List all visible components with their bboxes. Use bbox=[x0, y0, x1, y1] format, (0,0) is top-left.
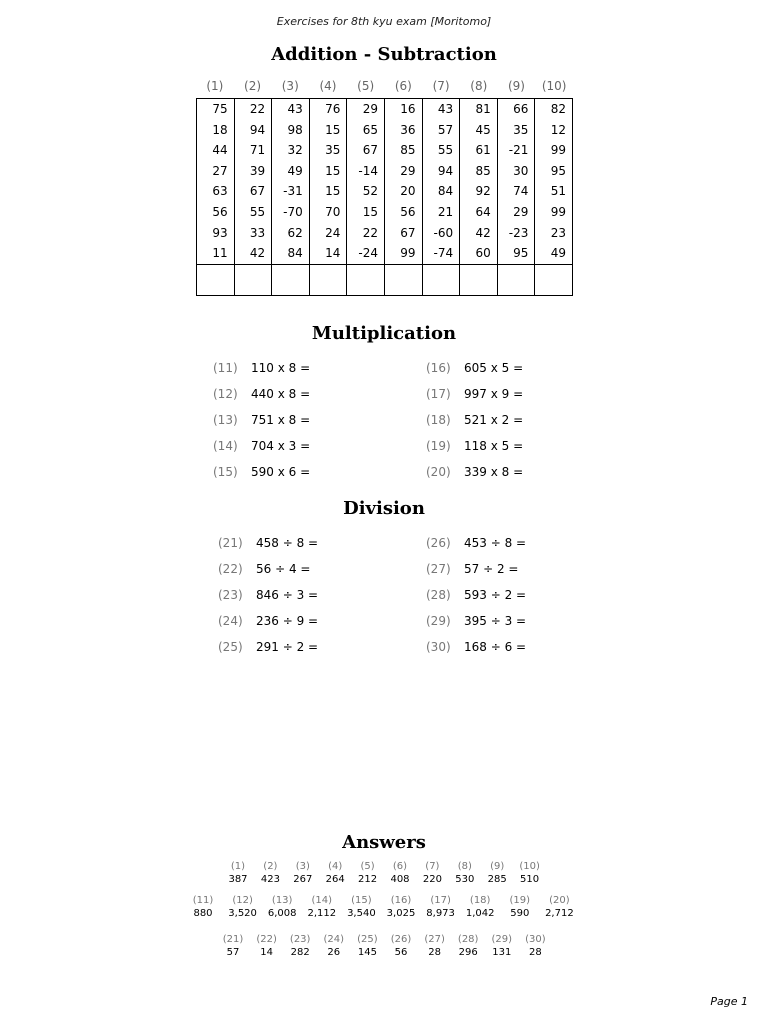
table-cell: 24 bbox=[309, 223, 347, 244]
table-cell: 49 bbox=[272, 161, 310, 182]
problem-expression: 458 ÷ 8 = bbox=[256, 536, 319, 550]
table-cell: 23 bbox=[535, 223, 573, 244]
division-problem bbox=[218, 588, 318, 602]
answer-number: (30) bbox=[525, 934, 546, 945]
answer-cell[interactable] bbox=[422, 264, 460, 295]
table-cell: 43 bbox=[272, 99, 310, 120]
answer-item bbox=[387, 894, 416, 920]
answer-item bbox=[391, 933, 412, 959]
answer-value: 212 bbox=[358, 874, 378, 885]
division-problem bbox=[218, 562, 310, 576]
table-cell: 29 bbox=[497, 202, 535, 223]
table-cell: 56 bbox=[384, 202, 422, 223]
answer-number: (16) bbox=[390, 895, 412, 906]
section-title-multiplication: Multiplication bbox=[311, 323, 457, 344]
answer-value: 264 bbox=[325, 874, 345, 885]
answer-number: (5) bbox=[360, 861, 375, 872]
table-cell: 14 bbox=[309, 243, 347, 264]
table-cell: 15 bbox=[309, 161, 347, 182]
column-label: (9) bbox=[507, 79, 525, 93]
table-cell: 65 bbox=[347, 120, 385, 141]
table-cell: 18 bbox=[197, 120, 235, 141]
table-cell: 29 bbox=[347, 99, 385, 120]
answer-value: 530 bbox=[455, 874, 475, 885]
problem-expression: 997 x 9 = bbox=[464, 387, 524, 401]
answer-item bbox=[455, 860, 474, 886]
table-cell: 44 bbox=[197, 140, 235, 161]
section-title-division: Division bbox=[343, 498, 425, 519]
table-cell: -70 bbox=[272, 202, 310, 223]
problem-expression: 704 x 3 = bbox=[251, 439, 311, 453]
answer-number: (29) bbox=[491, 934, 513, 945]
table-cell: 66 bbox=[497, 99, 535, 120]
answer-item bbox=[458, 933, 479, 959]
answers-row bbox=[0, 860, 768, 890]
table-cell: 56 bbox=[197, 202, 235, 223]
answer-item bbox=[423, 860, 442, 886]
table-cell: 67 bbox=[234, 181, 272, 202]
table-cell: 32 bbox=[272, 140, 310, 161]
addition-column-labels bbox=[196, 79, 573, 93]
answer-number: (24) bbox=[323, 934, 345, 945]
answer-cell[interactable] bbox=[347, 264, 385, 295]
problem-number: (23) bbox=[218, 588, 243, 602]
table-cell: 74 bbox=[497, 181, 535, 202]
answer-number: (10) bbox=[519, 861, 540, 872]
answer-cell[interactable] bbox=[234, 264, 272, 295]
table-cell: 60 bbox=[460, 243, 498, 264]
problem-expression: 590 x 6 = bbox=[251, 465, 311, 479]
answer-item bbox=[324, 933, 345, 959]
multiplication-problem bbox=[426, 465, 523, 479]
table-cell: 42 bbox=[460, 223, 498, 244]
answer-value: 282 bbox=[290, 947, 310, 958]
table-cell: 55 bbox=[422, 140, 460, 161]
answer-cell[interactable] bbox=[384, 264, 422, 295]
answer-value: 28 bbox=[428, 947, 441, 958]
answer-value: 6,008 bbox=[267, 908, 297, 919]
answer-number: (20) bbox=[549, 895, 570, 906]
table-cell: 36 bbox=[384, 120, 422, 141]
problem-expression: 593 ÷ 2 = bbox=[464, 588, 527, 602]
answer-item bbox=[466, 894, 495, 920]
answer-value: 2,712 bbox=[545, 908, 574, 919]
table-cell: 70 bbox=[309, 202, 347, 223]
problem-expression: 339 x 8 = bbox=[464, 465, 524, 479]
table-cell: 15 bbox=[309, 181, 347, 202]
table-cell: 12 bbox=[535, 120, 573, 141]
problem-expression: 168 ÷ 6 = bbox=[464, 640, 527, 654]
answer-number: (3) bbox=[295, 861, 310, 872]
answer-number: (1) bbox=[230, 861, 246, 872]
problem-number: (15) bbox=[213, 465, 238, 479]
table-cell: 27 bbox=[197, 161, 235, 182]
table-cell: -60 bbox=[422, 223, 460, 244]
problem-expression: 521 x 2 = bbox=[464, 413, 524, 427]
table-cell: 92 bbox=[460, 181, 498, 202]
answer-cell[interactable] bbox=[535, 264, 573, 295]
table-cell: 43 bbox=[422, 99, 460, 120]
answer-number: (8) bbox=[457, 861, 472, 872]
problem-expression: 236 ÷ 9 = bbox=[256, 614, 319, 628]
table-cell: -74 bbox=[422, 243, 460, 264]
problem-expression: 453 ÷ 8 = bbox=[464, 536, 527, 550]
table-cell: 29 bbox=[384, 161, 422, 182]
answer-item bbox=[426, 894, 455, 920]
table-cell: 45 bbox=[460, 120, 498, 141]
answer-item bbox=[261, 860, 280, 886]
answer-number: (2) bbox=[263, 861, 278, 872]
problem-number: (28) bbox=[426, 588, 451, 602]
answer-value: 880 bbox=[193, 908, 213, 919]
table-cell: 85 bbox=[460, 161, 498, 182]
table-cell: 55 bbox=[234, 202, 272, 223]
table-cell: 67 bbox=[384, 223, 422, 244]
answer-number: (26) bbox=[390, 934, 412, 945]
answer-value: 131 bbox=[492, 947, 512, 958]
table-cell: 42 bbox=[234, 243, 272, 264]
answer-item bbox=[492, 933, 513, 959]
problem-number: (24) bbox=[218, 614, 243, 628]
table-cell: 64 bbox=[460, 202, 498, 223]
answer-number: (18) bbox=[469, 895, 491, 906]
answer-cell[interactable] bbox=[197, 264, 235, 295]
table-cell: 15 bbox=[347, 202, 385, 223]
answer-number: (28) bbox=[457, 934, 479, 945]
answer-value: 57 bbox=[226, 947, 240, 958]
table-cell: 62 bbox=[272, 223, 310, 244]
problem-expression: 846 ÷ 3 = bbox=[256, 588, 319, 602]
answer-item bbox=[525, 933, 546, 959]
problem-number: (19) bbox=[426, 439, 451, 453]
answer-cell[interactable] bbox=[497, 264, 535, 295]
table-cell: 67 bbox=[347, 140, 385, 161]
table-cell: 22 bbox=[234, 99, 272, 120]
table-cell: -23 bbox=[497, 223, 535, 244]
problem-number: (21) bbox=[218, 536, 243, 550]
division-problem bbox=[426, 614, 526, 628]
section-title-answers: Answers bbox=[342, 832, 426, 853]
table-cell: 21 bbox=[422, 202, 460, 223]
problem-number: (17) bbox=[426, 387, 451, 401]
table-cell: 93 bbox=[197, 223, 235, 244]
division-problem bbox=[218, 614, 318, 628]
table-cell: 16 bbox=[384, 99, 422, 120]
answer-item bbox=[358, 860, 377, 886]
answer-number: (14) bbox=[311, 895, 333, 906]
table-cell: 61 bbox=[460, 140, 498, 161]
table-row bbox=[197, 223, 573, 244]
table-cell: 94 bbox=[234, 120, 272, 141]
table-cell: 95 bbox=[497, 243, 535, 264]
answer-number: (21) bbox=[222, 934, 244, 945]
problem-expression: 605 x 5 = bbox=[464, 361, 524, 375]
answer-item bbox=[193, 894, 214, 920]
answer-value: 510 bbox=[520, 874, 540, 885]
table-cell: 22 bbox=[347, 223, 385, 244]
table-cell: 85 bbox=[384, 140, 422, 161]
table-cell: 39 bbox=[234, 161, 272, 182]
answer-item bbox=[545, 894, 574, 920]
problem-number: (30) bbox=[426, 640, 451, 654]
answer-item bbox=[424, 933, 445, 959]
answer-number: (13) bbox=[271, 895, 293, 906]
answer-number: (23) bbox=[289, 934, 311, 945]
table-cell: -24 bbox=[347, 243, 385, 264]
answer-item bbox=[268, 894, 297, 920]
problem-expression: 57 ÷ 2 = bbox=[464, 562, 519, 576]
answer-value: 408 bbox=[390, 874, 410, 885]
table-cell: 81 bbox=[460, 99, 498, 120]
table-cell: -31 bbox=[272, 181, 310, 202]
problem-number: (13) bbox=[213, 413, 238, 427]
table-cell: 99 bbox=[535, 140, 573, 161]
problem-expression: 395 ÷ 3 = bbox=[464, 614, 527, 628]
answers-row bbox=[0, 933, 768, 963]
answer-value: 285 bbox=[487, 874, 507, 885]
answer-number: (15) bbox=[351, 895, 372, 906]
answer-value: 267 bbox=[293, 874, 313, 885]
page-header: Exercises for 8th kyu exam [Moritomo] bbox=[276, 15, 492, 28]
answer-item bbox=[347, 894, 376, 920]
multiplication-problem bbox=[426, 361, 523, 375]
table-cell: 57 bbox=[422, 120, 460, 141]
answer-cell[interactable] bbox=[309, 264, 347, 295]
answer-number: (25) bbox=[357, 934, 378, 945]
table-cell: 84 bbox=[272, 243, 310, 264]
table-cell: 95 bbox=[535, 161, 573, 182]
answer-value: 590 bbox=[510, 908, 530, 919]
table-row bbox=[197, 243, 573, 264]
answer-item bbox=[293, 860, 312, 886]
answer-number: (22) bbox=[256, 934, 277, 945]
table-cell: 35 bbox=[309, 140, 347, 161]
column-label: (4) bbox=[319, 79, 337, 93]
table-row bbox=[197, 202, 573, 223]
table-row bbox=[197, 140, 573, 161]
answer-number: (19) bbox=[509, 895, 531, 906]
multiplication-problem bbox=[426, 387, 523, 401]
problem-number: (26) bbox=[426, 536, 451, 550]
answer-number: (27) bbox=[424, 934, 445, 945]
answer-number: (9) bbox=[490, 861, 505, 872]
problem-expression: 110 x 8 = bbox=[251, 361, 311, 375]
table-cell: 76 bbox=[309, 99, 347, 120]
table-cell: 94 bbox=[422, 161, 460, 182]
table-cell: 33 bbox=[234, 223, 272, 244]
answer-value: 3,025 bbox=[386, 908, 416, 919]
answer-value: 3,520 bbox=[228, 908, 257, 919]
answer-item bbox=[256, 933, 277, 959]
table-cell: 11 bbox=[197, 243, 235, 264]
answers-row bbox=[0, 894, 768, 924]
answer-value: 26 bbox=[327, 947, 341, 958]
answer-value: 145 bbox=[357, 947, 377, 958]
answer-number: (7) bbox=[425, 861, 440, 872]
answer-number: (6) bbox=[392, 861, 408, 872]
problem-number: (22) bbox=[218, 562, 243, 576]
column-label: (6) bbox=[394, 79, 412, 93]
table-cell: 99 bbox=[384, 243, 422, 264]
problem-number: (12) bbox=[213, 387, 238, 401]
division-problem bbox=[426, 588, 526, 602]
answer-value: 220 bbox=[422, 874, 442, 885]
answer-item bbox=[290, 933, 311, 959]
table-cell: -21 bbox=[497, 140, 535, 161]
problem-number: (11) bbox=[213, 361, 238, 375]
multiplication-problem bbox=[213, 439, 310, 453]
multiplication-problem bbox=[213, 361, 310, 375]
answer-value: 3,540 bbox=[347, 908, 376, 919]
problem-number: (27) bbox=[426, 562, 451, 576]
division-problem bbox=[426, 640, 526, 654]
section-title-addition: Addition - Subtraction bbox=[271, 44, 497, 65]
answer-cell[interactable] bbox=[460, 264, 498, 295]
column-label: (2) bbox=[244, 79, 262, 93]
answer-value: 1,042 bbox=[465, 908, 495, 919]
column-label: (8) bbox=[470, 79, 488, 93]
table-cell: 84 bbox=[422, 181, 460, 202]
table-cell: -14 bbox=[347, 161, 385, 182]
column-label: (1) bbox=[206, 79, 224, 93]
multiplication-problem bbox=[426, 413, 523, 427]
answer-item bbox=[519, 860, 540, 886]
table-cell: 49 bbox=[535, 243, 573, 264]
table-cell: 75 bbox=[197, 99, 235, 120]
table-row bbox=[197, 99, 573, 120]
table-cell: 82 bbox=[535, 99, 573, 120]
table-cell: 63 bbox=[197, 181, 235, 202]
answer-item bbox=[510, 894, 531, 920]
multiplication-problem bbox=[213, 387, 310, 401]
table-cell: 99 bbox=[535, 202, 573, 223]
answer-item bbox=[228, 860, 247, 886]
problem-expression: 440 x 8 = bbox=[251, 387, 311, 401]
table-row bbox=[197, 161, 573, 182]
column-label: (3) bbox=[281, 79, 299, 93]
multiplication-problem bbox=[213, 413, 310, 427]
answer-number: (11) bbox=[192, 895, 214, 906]
multiplication-problem bbox=[213, 465, 310, 479]
answer-value: 423 bbox=[260, 874, 280, 885]
answer-value: 8,973 bbox=[426, 908, 455, 919]
table-cell: 35 bbox=[497, 120, 535, 141]
answer-value: 56 bbox=[394, 947, 408, 958]
answer-item bbox=[390, 860, 409, 886]
table-row bbox=[197, 120, 573, 141]
answer-value: 296 bbox=[458, 947, 478, 958]
problem-number: (25) bbox=[218, 640, 243, 654]
column-label: (7) bbox=[432, 79, 450, 93]
answer-item bbox=[223, 933, 244, 959]
column-label: (10) bbox=[541, 79, 567, 93]
column-label: (5) bbox=[357, 79, 375, 93]
answer-item bbox=[307, 894, 336, 920]
multiplication-problem bbox=[426, 439, 523, 453]
problem-number: (20) bbox=[426, 465, 451, 479]
problem-expression: 291 ÷ 2 = bbox=[256, 640, 319, 654]
answer-item bbox=[357, 933, 378, 959]
table-cell: 98 bbox=[272, 120, 310, 141]
answer-number: (4) bbox=[328, 861, 343, 872]
answer-number: (12) bbox=[232, 895, 253, 906]
page-number: Page 1 bbox=[710, 995, 748, 1008]
problem-expression: 118 x 5 = bbox=[464, 439, 524, 453]
answer-value: 14 bbox=[260, 947, 273, 958]
answer-row bbox=[197, 264, 573, 295]
problem-number: (18) bbox=[426, 413, 451, 427]
answer-value: 28 bbox=[529, 947, 542, 958]
answer-number: (17) bbox=[430, 895, 451, 906]
addition-table bbox=[196, 98, 573, 296]
problem-expression: 56 ÷ 4 = bbox=[256, 562, 311, 576]
table-cell: 15 bbox=[309, 120, 347, 141]
answer-value: 2,112 bbox=[307, 908, 337, 919]
table-cell: 71 bbox=[234, 140, 272, 161]
answer-item bbox=[326, 860, 345, 886]
problem-number: (16) bbox=[426, 361, 451, 375]
answer-item bbox=[488, 860, 507, 886]
table-cell: 52 bbox=[347, 181, 385, 202]
problem-number: (14) bbox=[213, 439, 238, 453]
answer-item bbox=[228, 894, 257, 920]
division-problem bbox=[426, 562, 518, 576]
division-problem bbox=[426, 536, 526, 550]
table-cell: 51 bbox=[535, 181, 573, 202]
answer-value: 387 bbox=[228, 874, 248, 885]
answer-cell[interactable] bbox=[272, 264, 310, 295]
problem-expression: 751 x 8 = bbox=[251, 413, 311, 427]
division-problem bbox=[218, 536, 318, 550]
problem-number: (29) bbox=[426, 614, 451, 628]
table-row bbox=[197, 181, 573, 202]
division-problem bbox=[218, 640, 318, 654]
table-cell: 20 bbox=[384, 181, 422, 202]
table-cell: 30 bbox=[497, 161, 535, 182]
